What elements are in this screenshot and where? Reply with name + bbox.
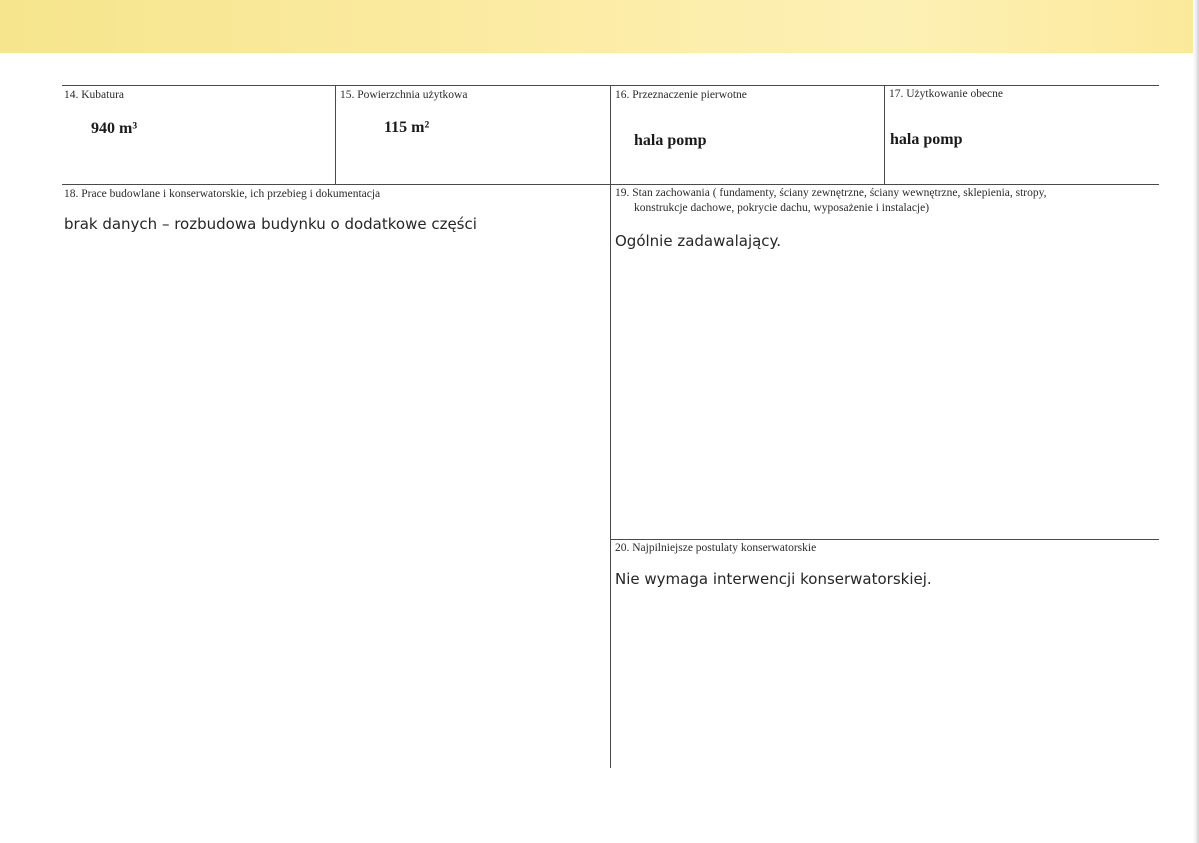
field-19-label-continued: konstrukcje dachowe, pokrycie dachu, wyposażenie i instalacje) xyxy=(634,202,930,214)
rule-col-16-17 xyxy=(884,85,885,184)
field-20-label: 20. Najpilniejsze postulaty konserwatorskie xyxy=(615,542,817,554)
rule-col-14-15 xyxy=(335,85,336,184)
page-edge-shadow xyxy=(1193,0,1199,843)
field-18-value: brak danych – rozbudowa budynku o dodatkowe części xyxy=(64,215,477,233)
field-14-label: 14. Kubatura xyxy=(64,89,125,101)
field-16-label: 16. Przeznaczenie pierwotne xyxy=(615,89,747,101)
field-15-label: 15. Powierzchnia użytkowa xyxy=(340,89,468,101)
field-20-value: Nie wymaga interwencji konserwatorskiej. xyxy=(615,570,932,588)
yellow-top-band xyxy=(0,0,1199,53)
field-15-value: 115 m² xyxy=(384,119,430,136)
field-16-value: hala pomp xyxy=(634,132,707,149)
field-19-value: Ogólnie zadawalający. xyxy=(615,232,782,250)
field-17-value: hala pomp xyxy=(890,131,963,148)
rule-col-center xyxy=(610,85,611,768)
field-18-label: 18. Prace budowlane i konserwatorskie, ich przebieg i dokumentacja xyxy=(64,188,381,200)
field-14-value: 940 m³ xyxy=(91,120,138,137)
field-17-label: 17. Użytkowanie obecne xyxy=(889,88,1004,100)
field-19-label: 19. Stan zachowania ( fundamenty, ściany zewnętrzne, ściany wewnętrzne, sklepienia, stropy, xyxy=(615,187,1047,199)
rule-field-20-top xyxy=(610,539,1159,540)
